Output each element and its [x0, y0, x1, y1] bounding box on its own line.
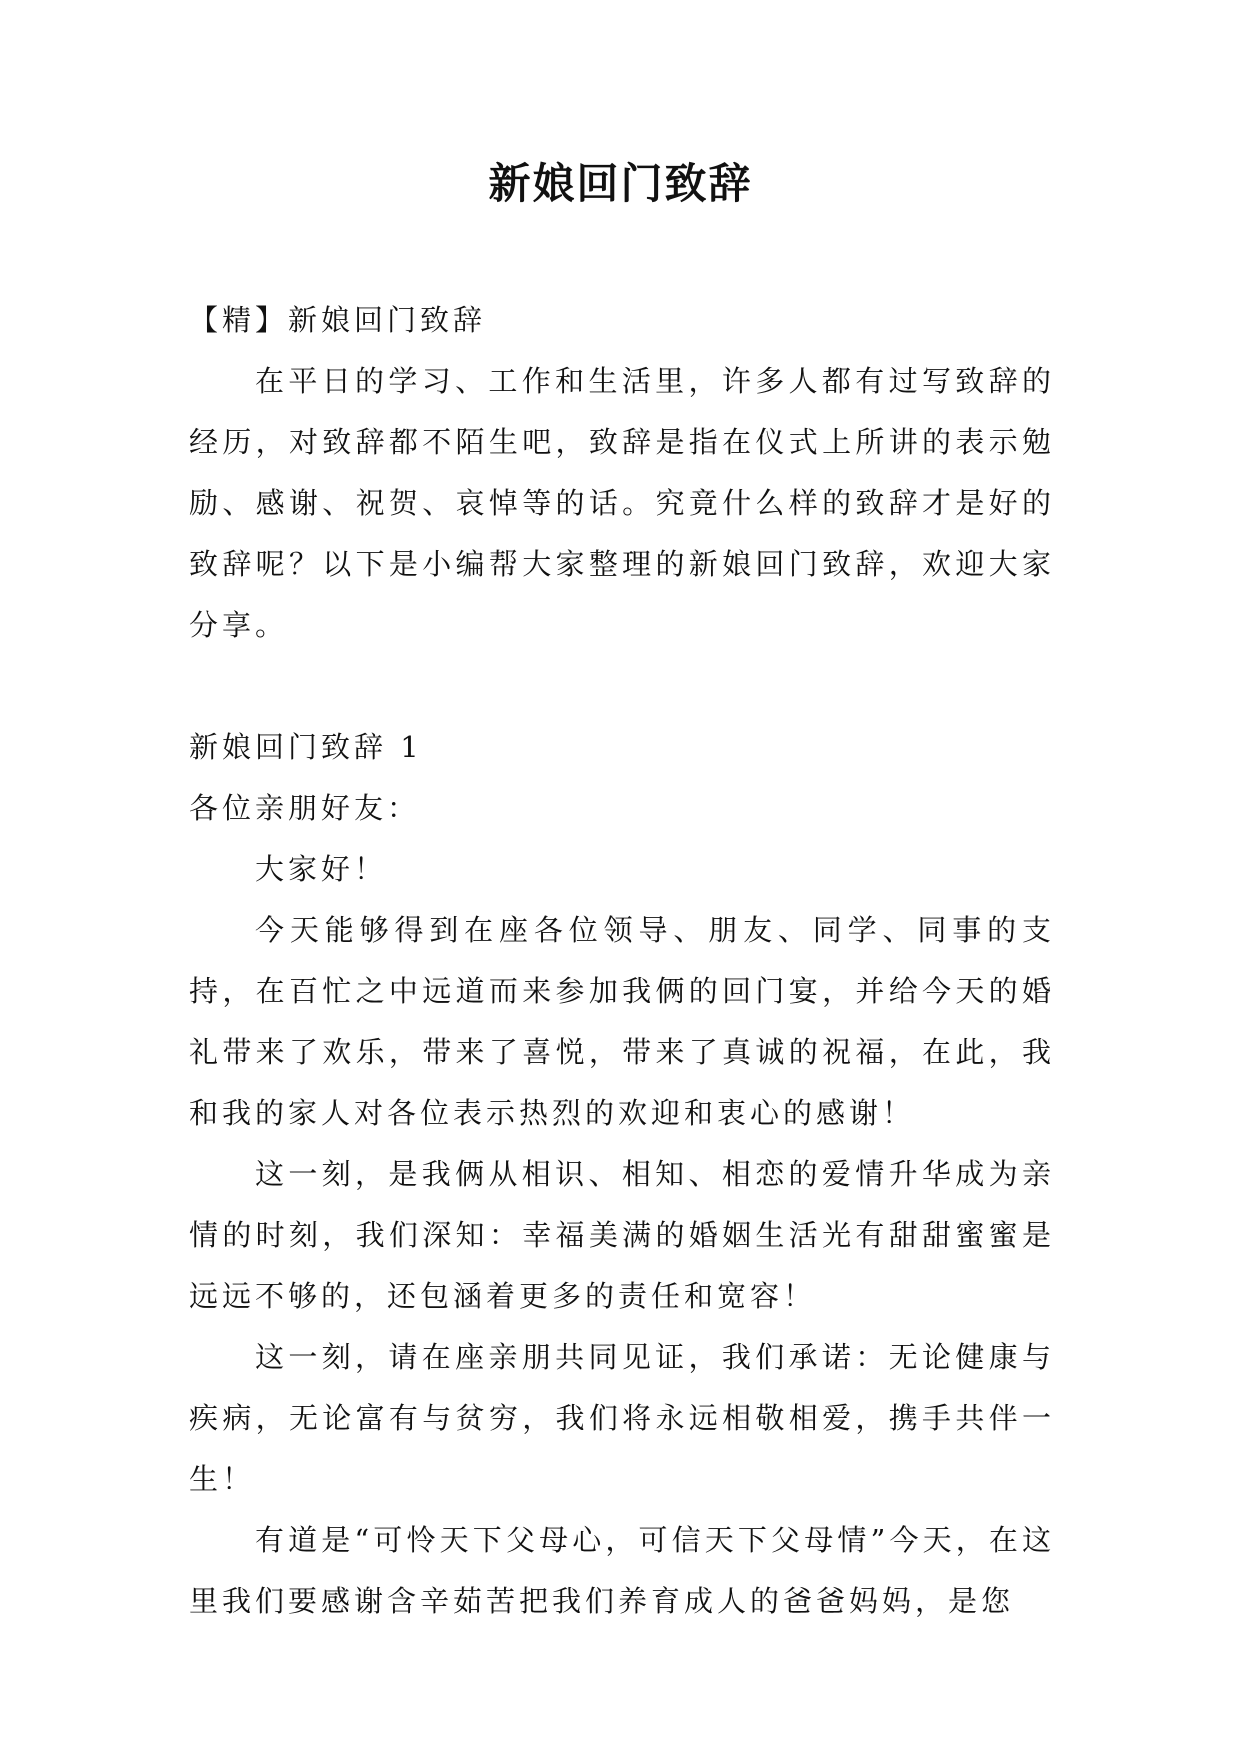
document-title: 新娘回门致辞	[488, 159, 753, 208]
intro-paragraph: 在平日的学习、工作和生活里，许多人都有过写致辞的经历，对致辞都不陌生吧，致辞是指在仪式上所讲的表示勉励、感谢、祝贺、哀悼等的话。究竟什么样的致辞才是好的致辞呢？以下是小编帮大家整理的新娘回门致辞，欢迎大家分享。	[189, 364, 1055, 642]
document-subtitle: 【精】新娘回门致辞	[189, 303, 487, 337]
body-paragraph: 今天能够得到在座各位领导、朋友、同学、同事的支持，在百忙之中远道而来参加我俩的回门宴，并给今天的婚礼带来了欢乐，带来了喜悦，带来了真诚的祝福，在此，我和我的家人对各位表示热烈的欢迎和衷心的感谢！	[189, 913, 1055, 1130]
body-paragraph: 这一刻，请在座亲朋共同见证，我们承诺：无论健康与疾病，无论富有与贫穷，我们将永远相敬相爱，携手共伴一生！	[189, 1340, 1055, 1496]
body-paragraph: 有道是“可怜天下父母心，可信天下父母情”今天，在这里我们要感谢含辛茹苦把我们养育成人的爸爸妈妈，是您	[189, 1523, 1055, 1618]
body-paragraph: 这一刻，是我俩从相识、相知、相恋的爱情升华成为亲情的时刻，我们深知：幸福美满的婚姻生活光有甜甜蜜蜜是远远不够的，还包涵着更多的责任和宽容！	[189, 1157, 1055, 1313]
salutation: 各位亲朋好友：	[189, 791, 421, 825]
body-paragraph: 大家好！	[255, 852, 388, 886]
section-spacer	[189, 656, 1055, 717]
section-heading: 新娘回门致辞 1	[189, 730, 423, 764]
document-body	[189, 290, 1055, 1632]
